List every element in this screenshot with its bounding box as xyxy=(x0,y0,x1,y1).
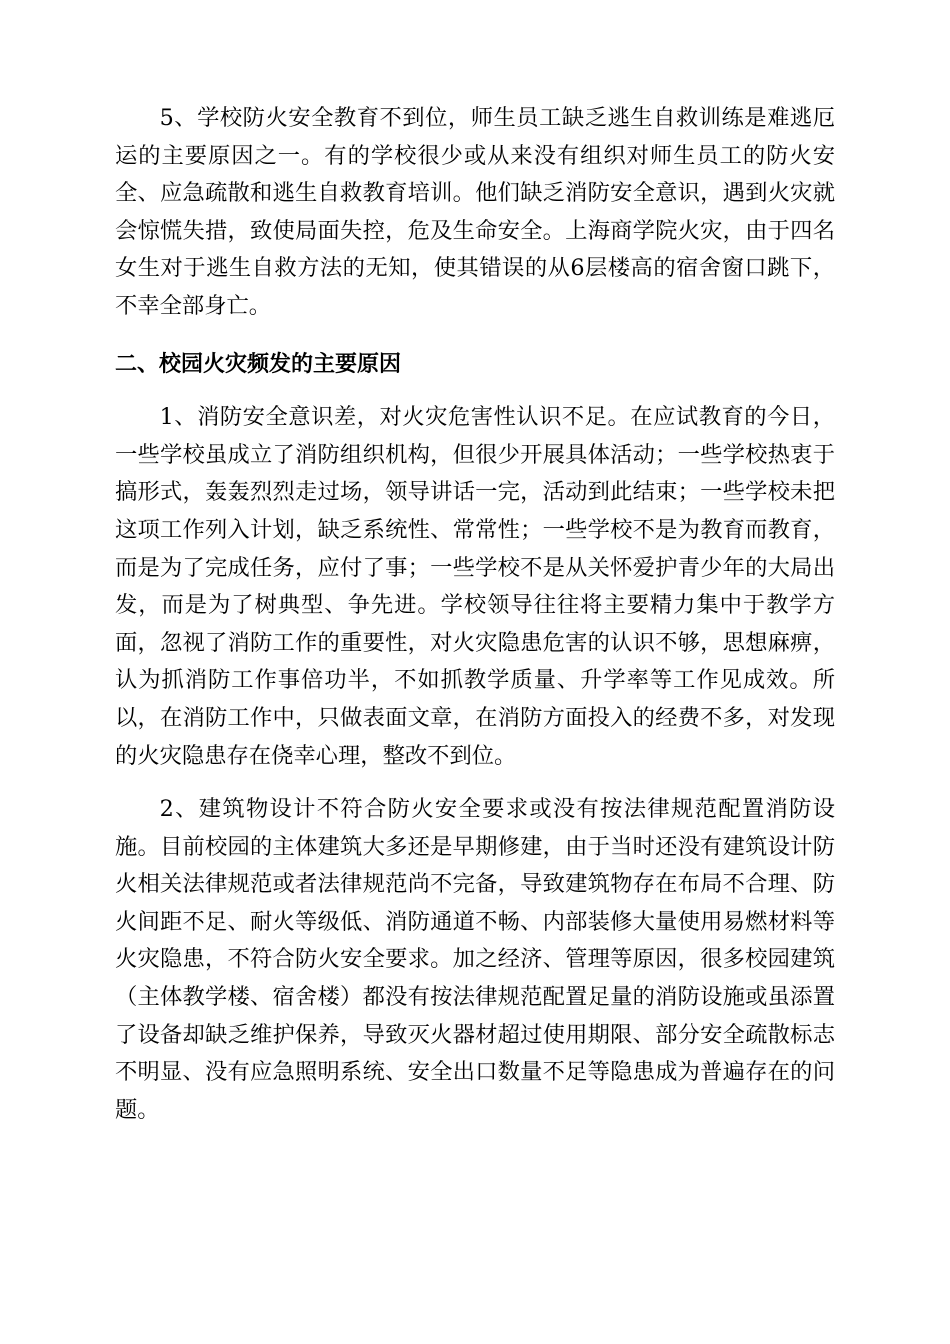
section-heading-causes: 二、校园火灾频发的主要原因 xyxy=(115,351,402,377)
paragraph-building-design: 2、建筑物设计不符合防火安全要求或没有按法律规范配置消防设施。目前校园的主体建筑大多还是早期修建，由于当时还没有建筑设计防火相关法律规范或者法律规范尚不完备，导致建筑物存在布局不合理、防火间距不足、耐火等级低、消防通道不畅、内部装修大量使用易燃材料等火灾隐患，不符合防火安全要求。加之经济、管理等原因，很多校园建筑（主体教学楼、宿舍楼）都没有按法律规范配置足量的消防设施或虽添置了设备却缺乏维护保养，导致灭火器材超过使用期限、部分安全疏散标志不明显、没有应急照明系统、安全出口数量不足等隐患成为普遍存在的问题。 xyxy=(115,796,835,1123)
paragraph-safety-awareness: 1、消防安全意识差，对火灾危害性认识不足。在应试教育的今日，一些学校虽成立了消防组织机构，但很少开展具体活动；一些学校热衷于搞形式，轰轰烈烈走过场，领导讲话一完，活动到此结束；一些学校未把这项工作列入计划，缺乏系统性、常常性；一些学校不是为教育而教育，而是为了完成任务，应付了事；一些学校不是从关怀爱护青少年的大局出发，而是为了树典型、争先进。学校领导往往将主要精力集中于教学方面，忽视了消防工作的重要性，对火灾隐患危害的认识不够，思想麻痹，认为抓消防工作事倍功半，不如抓教学质量、升学率等工作见成效。所以，在消防工作中，只做表面文章，在消防方面投入的经费不多，对发现的火灾隐患存在侥幸心理，整改不到位。 xyxy=(115,404,835,769)
document-page xyxy=(115,100,835,1129)
paragraph-fire-education: 5、学校防火安全教育不到位，师生员工缺乏逃生自救训练是难逃厄运的主要原因之一。有的学校很少或从来没有组织对师生员工的防火安全、应急疏散和逃生自救教育培训。他们缺乏消防安全意识，遇到火灾就会惊慌失措，致使局面失控，危及生命安全。上海商学院火灾，由于四名女生对于逃生自救方法的无知，使其错误的从6层楼高的宿舍窗口跳下，不幸全部身亡。 xyxy=(115,105,835,319)
